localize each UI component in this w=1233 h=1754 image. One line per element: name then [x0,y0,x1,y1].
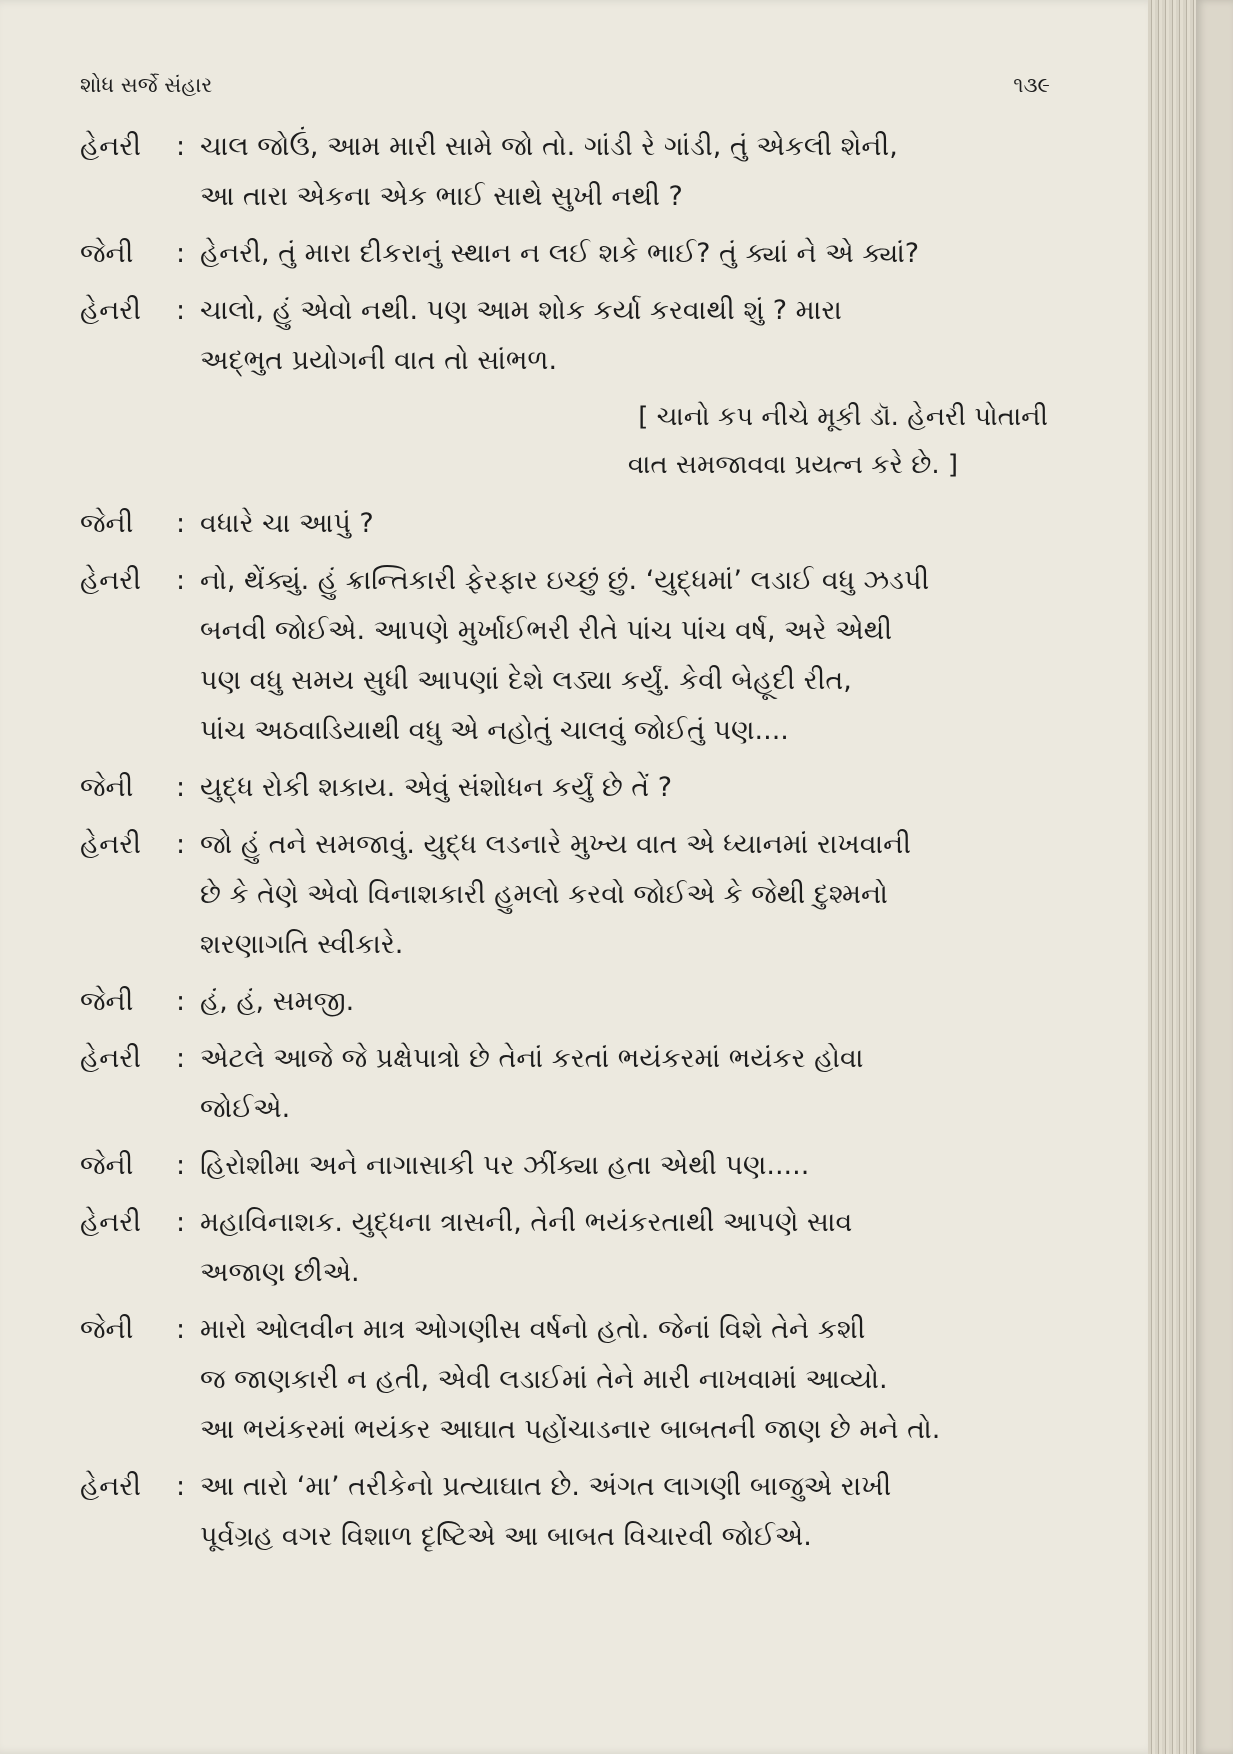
dialogue-line: ચાલ જોઉં, આમ મારી સામે જો તો. ગાંડી રે ગાંડી, તું એકલી શેની, [200,131,898,162]
dialogue-line: ચાલો, હું એવો નથી. પણ આમ શોક કર્યા કરવાથી શું ? મારા [200,295,842,326]
dialogue-text [200,977,1050,1027]
speaker-name: જેની [80,1150,134,1181]
dialogue-line: જ જાણકારી ન હતી, એવી લડાઈમાં તેને મારી નાખવામાં આવ્યો. [200,1364,888,1395]
dialogue-entry [80,763,1050,813]
dialogue-text [200,1305,1050,1455]
dialogue-line: મારો ઓલવીન માત્ર ઓગણીસ વર્ષનો હતો. જેનાં વિશે તેને કશી [200,1314,866,1345]
speaker-name: હેનરી [80,295,141,326]
dialogue-entry [80,229,1050,279]
dialogue-text [200,1141,1050,1191]
page-edges [1148,0,1198,1754]
speaker-name: જેની [80,986,134,1017]
dialogue-text [200,763,1050,813]
speaker-name: જેની [80,1314,134,1345]
dialogue-line: હેનરી, તું મારા દીકરાનું સ્થાન ન લઈ શકે ભાઈ? તું ક્યાં ને એ ક્યાં? [200,238,920,269]
speaker-name: હેનરી [80,829,141,860]
stage-direction-line: [ ચાનો કપ નીચે મૂકી ડૉ. હેનરી પોતાની [638,402,1048,432]
speaker-colon: : [176,986,186,1017]
dialogue-line: પાંચ અઠવાડિયાથી વધુ એ નહોતું ચાલવું જોઈતું પણ.... [200,715,789,746]
dialogue-entry [80,286,1050,386]
dialogue-entry [80,977,1050,1027]
speaker-name: હેનરી [80,1207,141,1238]
speaker-colon: : [176,772,186,803]
dialogue-line: આ તારો ‘મા’ તરીકેનો પ્રત્યાઘાત છે. અંગત લાગણી બાજુએ રાખી [200,1471,892,1502]
dialogue-line: જો હું તને સમજાવું. યુદ્ધ લડનારે મુખ્ય વાત એ ધ્યાનમાં રાખવાની [200,829,912,860]
dialogue-entry [80,1141,1050,1191]
dialogue-text [200,286,1050,386]
dialogue-line: શરણાગતિ સ્વીકારે. [200,929,404,960]
dialogue-line: છે કે તેણે એવો વિનાશકારી હુમલો કરવો જોઈએ કે જેથી દુશ્મનો [200,879,888,910]
dialogue-entry [80,820,1050,970]
page-header [80,68,1050,102]
stage-direction [80,393,1050,489]
dialogue-entry [80,556,1050,756]
dialogue-line: નો, થેંક્યું. હું ક્રાન્તિકારી ફેરફાર ઇચ્છું છું. ‘યુદ્ધમાં’ લડાઈ વધુ ઝડપી [200,565,930,596]
adjacent-page [1196,0,1233,1754]
dialogue-entry [80,1034,1050,1134]
speaker-colon: : [176,829,186,860]
speaker-colon: : [176,1150,186,1181]
dialogue-line: પણ વધુ સમય સુધી આપણાં દેશે લડ્યા કર્યું. કેવી બેહૂદી રીત, [200,665,852,696]
dialogue-line: અજાણ છીએ. [200,1257,360,1288]
dialogue-entry [80,122,1050,222]
dialogue-text [200,1198,1050,1298]
dialogue-text [200,820,1050,970]
dialogue-entry [80,1462,1050,1562]
speaker-name: હેનરી [80,1471,141,1502]
speaker-colon: : [176,295,186,326]
dialogue-line: વધારે ચા આપું ? [200,508,374,539]
stage-direction-line: વાત સમજાવવા પ્રયત્ન કરે છે. ] [627,450,958,480]
dialogue-line: અદ્ભુત પ્રયોગની વાત તો સાંભળ. [200,345,558,376]
dialogue-line: જોઈએ. [200,1093,291,1124]
dialogue-text [200,499,1050,549]
dialogue-line: એટલે આજે જે પ્રક્ષેપાત્રો છે તેનાં કરતાં ભયંકરમાં ભયંકર હોવા [200,1043,864,1074]
speaker-colon: : [176,508,186,539]
dialogue-line: મહાવિનાશક. યુદ્ધના ત્રાસની, તેની ભયંકરતાથી આપણે સાવ [200,1207,853,1238]
speaker-colon: : [176,565,186,596]
speaker-colon: : [176,1043,186,1074]
dialogue-line: યુદ્ધ રોકી શકાય. એવું સંશોધન કર્યું છે તેં ? [200,772,673,803]
dialogue-line: પૂર્વગ્રહ વગર વિશાળ દૃષ્ટિએ આ બાબત વિચારવી જોઈએ. [200,1521,812,1552]
speaker-colon: : [176,1471,186,1502]
dialogue-text [200,556,1050,756]
speaker-name: જેની [80,508,134,539]
speaker-name: જેની [80,772,134,803]
dialogue-line: હં, હં, સમજી. [200,986,355,1017]
dialogue-text [200,229,1050,279]
speaker-colon: : [176,131,186,162]
speaker-name: જેની [80,238,134,269]
speaker-name: હેનરી [80,565,141,596]
page-number: ૧૩૯ [1013,72,1050,97]
dialogue-line: આ તારા એકના એક ભાઈ સાથે સુખી નથી ? [200,181,683,212]
dialogue-line: બનવી જોઈએ. આપણે મુર્ખાઈભરી રીતે પાંચ પાંચ વર્ષ, અરે એથી [200,615,893,646]
speaker-colon: : [176,1207,186,1238]
dialogue-entry [80,499,1050,549]
book-title: શોધ સર્જે સંહાર [80,72,213,97]
speaker-name: હેનરી [80,1043,141,1074]
dialogue-entry [80,1305,1050,1455]
dialogue-line: હિરોશીમા અને નાગાસાકી પર ઝીંક્યા હતા એથી પણ..... [200,1150,810,1181]
speaker-name: હેનરી [80,131,141,162]
dialogue-text [200,1462,1050,1562]
dialogue-entry [80,1198,1050,1298]
dialogue-text [200,122,1050,222]
speaker-colon: : [176,238,186,269]
dialogue-body [80,122,1050,1569]
dialogue-text [200,1034,1050,1134]
speaker-colon: : [176,1314,186,1345]
dialogue-line: આ ભયંકરમાં ભયંકર આઘાત પહોંચાડનાર બાબતની જાણ છે મને તો. [200,1414,941,1445]
